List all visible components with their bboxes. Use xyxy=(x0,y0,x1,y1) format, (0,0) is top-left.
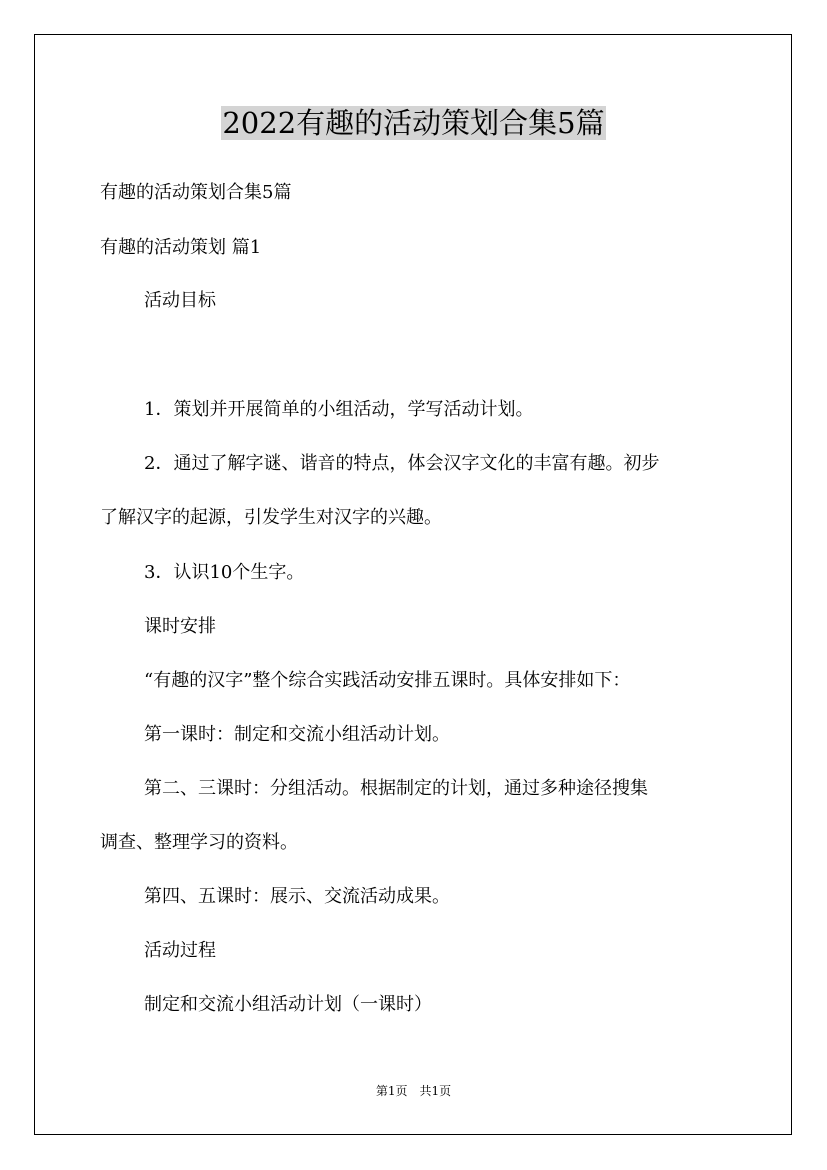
page-footer: 第1页 共1页 xyxy=(375,1084,452,1098)
subtitle-line: 有趣的活动策划合集5篇 xyxy=(100,182,292,203)
paragraph-line: 第一课时：制定和交流小组活动计划。 xyxy=(144,724,450,745)
paragraph-heading-schedule: 课时安排 xyxy=(144,616,216,637)
paragraph-heading-goals: 活动目标 xyxy=(144,290,216,311)
section-heading: 有趣的活动策划 篇1 xyxy=(100,237,262,258)
paragraph-line: 1．策划并开展简单的小组活动，学写活动计划。 xyxy=(144,399,534,420)
paragraph-line: 3．认识10个生字。 xyxy=(144,562,305,583)
paragraph-line: 2．通过了解字谜、谐音的特点，体会汉字文化的丰富有趣。初步 xyxy=(144,453,660,474)
paragraph-line: “有趣的汉字”整个综合实践活动安排五课时。具体安排如下： xyxy=(144,670,631,691)
paragraph-line: 了解汉字的起源，引发学生对汉字的兴趣。 xyxy=(100,507,442,528)
paragraph-heading-process: 活动过程 xyxy=(144,940,216,961)
document-title xyxy=(0,104,827,142)
paragraph-line: 制定和交流小组活动计划（一课时） xyxy=(144,994,432,1015)
document-title-text: 2022有趣的活动策划合集5篇 xyxy=(222,106,605,140)
paragraph-line: 第二、三课时：分组活动。根据制定的计划，通过多种途径搜集 xyxy=(144,778,648,799)
paragraph-line: 第四、五课时：展示、交流活动成果。 xyxy=(144,886,450,907)
paragraph-line: 调查、整理学习的资料。 xyxy=(100,832,298,853)
